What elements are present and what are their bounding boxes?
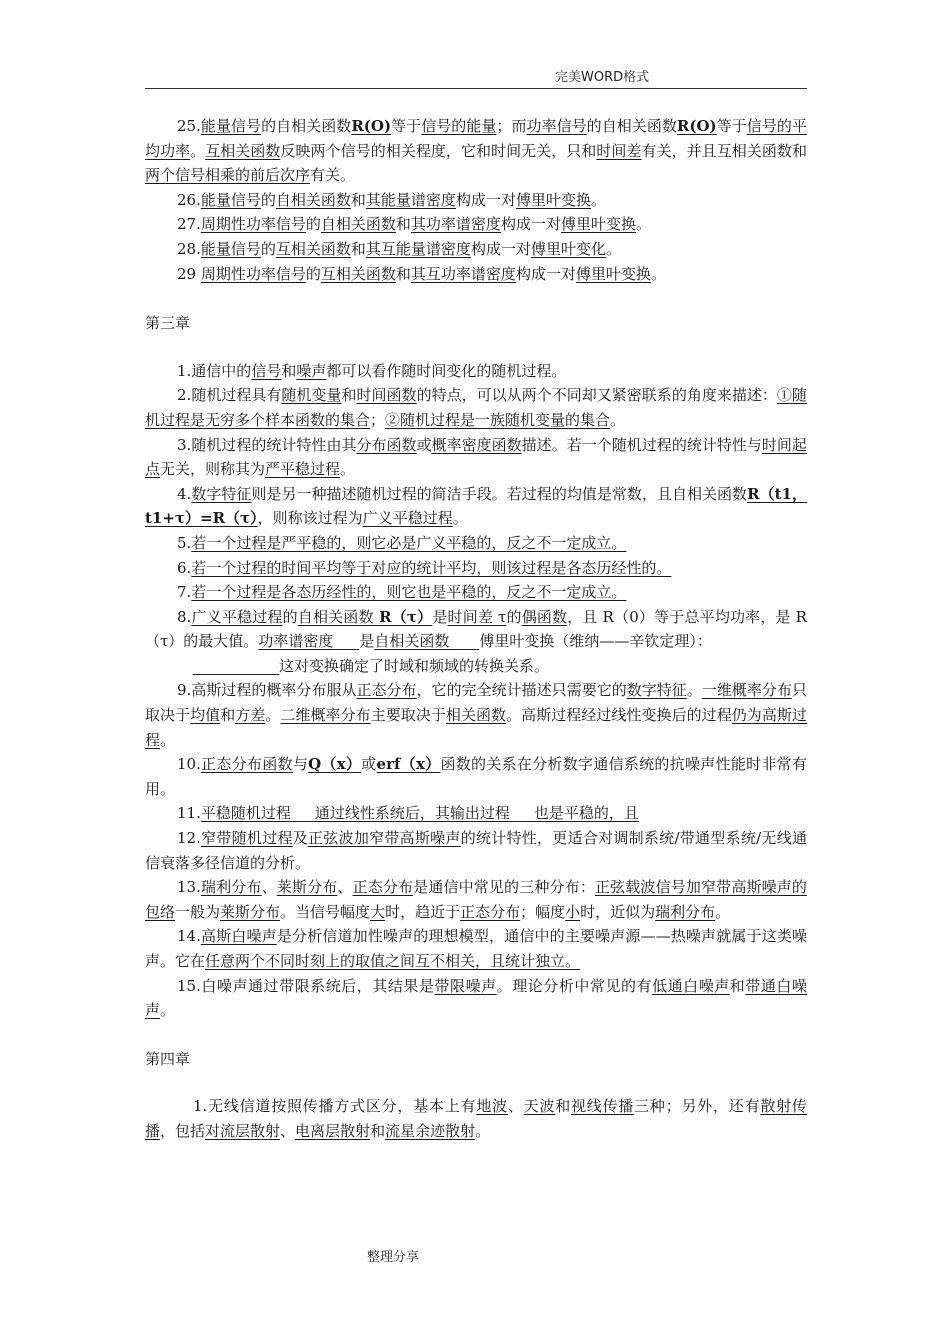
- ch3-item-2: 2.随机过程具有随机变量和时间函数的特点，可以从两个不同却又紧密联系的角度来描述：①随机过程是无穷多个样本函数的集合；②随机过程是一族随机变量的集合。: [145, 386, 807, 429]
- item-29: 29 周期性功率信号的互相关函数和其互功率谱密度构成一对傅里叶变换。: [177, 264, 666, 283]
- blank-line: [193, 658, 279, 675]
- ch3-item-6: 6.若一个过程的时间平均等于对应的统计平均，则该过程是各态历经性的。: [177, 558, 672, 577]
- item-25: 25.能量信号的自相关函数R(O)等于信号的能量；而功率信号的自相关函数R(O)等于信号的平均功率。互相关函数反映两个信号的相关程度，它和时间无关，只和时间差有关，并且互相关函数和两个信号相乘的前后次序有关。: [145, 117, 807, 185]
- ch3-item-8-continued: 这对变换确定了时域和频域的转换关系。: [145, 654, 807, 679]
- ch3-item-3: 3.随机过程的统计特性由其分布函数或概率密度函数描述。若一个随机过程的统计特性与时间起点无关，则称其为严平稳过程。: [145, 435, 807, 479]
- ch3-item-5: 5.若一个过程是严平稳的，则它必是广义平稳的，反之不一定成立。: [177, 533, 627, 552]
- item-27: 27.周期性功率信号的自相关函数和其功率谱密度构成一对傅里叶变换。: [177, 215, 651, 234]
- document-body: [145, 114, 807, 1144]
- ch3-item-13: 13.瑞利分布、莱斯分布、正态分布是通信中常见的三种分布：正弦载波信号加窄带高斯噪声的包络一般为莱斯分布。当信号幅度大时，趋近于正态分布；幅度小时，近似为瑞利分布。: [145, 878, 807, 921]
- chapter-4-title: 第四章: [145, 1049, 191, 1068]
- ch3-item-14: 14.高斯白噪声是分析信道加性噪声的理想模型，通信中的主要噪声源——热噪声就属于这类噪声。它在任意两个不同时刻上的取值之间互不相关，且统计独立。: [145, 927, 807, 970]
- item-26: 26.能量信号的自相关函数和其能量谱密度构成一对傅里叶变换。: [177, 190, 606, 209]
- header-divider: [145, 88, 807, 89]
- page-footer: 整理分享: [367, 1250, 420, 1265]
- page-header-title: 完美WORD格式: [555, 70, 650, 85]
- ch3-item-7: 7.若一个过程是各态历经性的，则它也是平稳的，反之不一定成立。: [177, 583, 627, 602]
- ch3-item-11: 11.平稳随机过程 通过线性系统后，其输出过程 也是平稳的，且: [177, 804, 639, 823]
- ch3-item-10: 10.正态分布函数与Q（x）或erf（x）函数的关系在分析数字通信系统的抗噪声性能时非常有用。: [145, 755, 807, 798]
- ch4-item-1: 1.无线信道按照传播方式区分，基本上有地波、天波和视线传播三种；另外，还有散射传播，包括对流层散射、电离层散射和流星余迹散射。: [145, 1097, 807, 1140]
- ch3-item-8: 8.广义平稳过程的自相关函数 R（τ）是时间差 τ的偶函数，且 R（0）等于总平均功率，是 R（τ）的最大值。功率谱密度 是自相关函数 傅里叶变换（维纳——辛钦定理）：: [145, 607, 807, 651]
- ch3-item-15: 15.白噪声通过带限系统后，其结果是带限噪声。理论分析中常见的有低通白噪声和带通白噪声。: [145, 976, 807, 1020]
- chapter-3-title: 第三章: [145, 314, 191, 333]
- ch3-item-12: 12.窄带随机过程及正弦波加窄带高斯噪声的统计特性，更适合对调制系统/带通型系统/无线通信衰落多径信道的分析。: [145, 829, 807, 872]
- ch3-item-9: 9.高斯过程的概率分布服从正态分布，它的完全统计描述只需要它的数字特征。一维概率分布只取决于均值和方差。二维概率分布主要取决于相关函数。高斯过程经过线性变换后的过程仍为高斯过程。: [145, 681, 807, 749]
- item-28: 28.能量信号的互相关函数和其互能量谱密度构成一对傅里叶变化。: [177, 239, 621, 258]
- ch3-item-1: 1.通信中的信号和噪声都可以看作随时间变化的随机过程。: [177, 361, 567, 380]
- ch3-item-4: 4.数字特征则是另一种描述随机过程的简洁手段。若过程的均值是常数，且自相关函数R（t1，t1+τ）=R（τ），则称该过程为广义平稳过程。: [145, 484, 807, 528]
